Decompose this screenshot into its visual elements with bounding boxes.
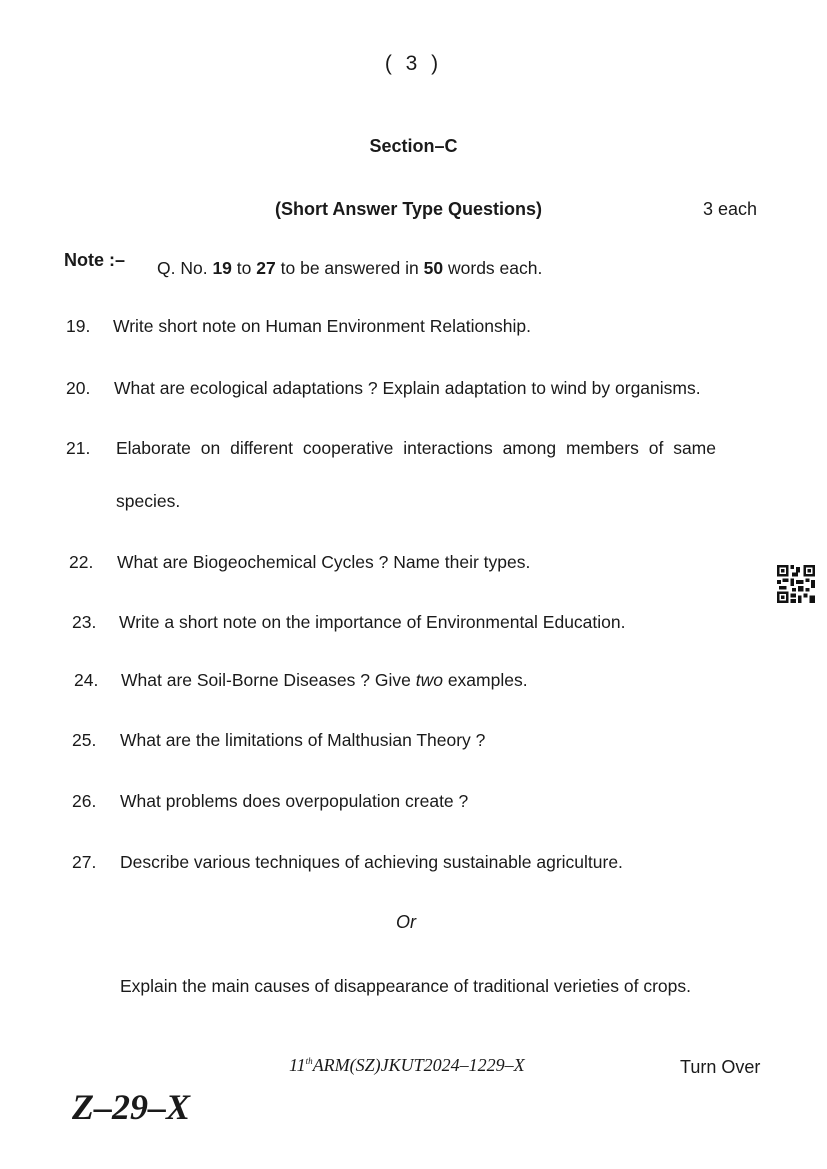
code-suffix: ARM(SZ)JKUT2024–1229–X <box>312 1055 525 1075</box>
question-text: Describe various techniques of achieving sustainable agriculture. <box>120 852 623 872</box>
marks-per-question: 3 each <box>703 199 758 219</box>
note-prefix: Q. No. <box>157 258 208 278</box>
note-words: 50 <box>423 258 444 278</box>
section-subtitle: (Short Answer Type Questions) <box>275 199 543 219</box>
turn-over-label: Turn Over <box>680 1057 761 1077</box>
note-middle: to be answered in <box>280 258 419 278</box>
note-to-word: to <box>236 258 252 278</box>
or-separator: Or <box>396 912 416 932</box>
question-text <box>121 670 528 691</box>
note-label: Note :– <box>64 250 126 270</box>
question-number: 20. <box>66 378 91 398</box>
question-text-part: What are Soil-Borne Diseases ? Give <box>121 670 411 690</box>
question-text: What are Biogeochemical Cycles ? Name their types. <box>117 552 531 572</box>
note-text <box>157 258 542 279</box>
question-text-continued: species. <box>116 491 181 511</box>
question-text: Write a short note on the importance of Environmental Education. <box>119 612 626 632</box>
page-number: ( 3 ) <box>384 52 443 75</box>
question-number: 21. <box>66 438 91 458</box>
question-text-emphasis: two <box>415 670 443 690</box>
question-number: 24. <box>74 670 99 690</box>
paper-code: Z–29–X <box>72 1087 191 1127</box>
question-number: 25. <box>72 730 97 750</box>
question-number: 27. <box>72 852 97 872</box>
note-suffix: words each. <box>448 258 543 278</box>
code-superscript: th <box>305 1056 313 1066</box>
question-text-part: examples. <box>447 670 528 690</box>
question-text: What are the limitations of Malthusian Theory ? <box>120 730 486 750</box>
question-text: What are ecological adaptations ? Explain adaptation to wind by organisms. <box>114 378 701 398</box>
question-number: 19. <box>66 316 91 336</box>
question-text: Write short note on Human Environment Relationship. <box>113 316 531 336</box>
section-title: Section–C <box>369 136 458 156</box>
alternative-question-text: Explain the main causes of disappearance of traditional verieties of crops. <box>120 976 692 996</box>
question-text: Elaborate on different cooperative interactions among members of same <box>116 438 716 458</box>
paper-reference-code <box>289 1055 525 1076</box>
question-number: 26. <box>72 791 97 811</box>
question-text: What problems does overpopulation create ? <box>120 791 469 811</box>
question-number: 23. <box>72 612 97 632</box>
note-to: 27 <box>256 258 276 278</box>
question-number: 22. <box>69 552 94 572</box>
code-prefix: 11 <box>289 1055 306 1075</box>
note-from: 19 <box>212 258 232 278</box>
qr-code-icon <box>776 565 816 603</box>
